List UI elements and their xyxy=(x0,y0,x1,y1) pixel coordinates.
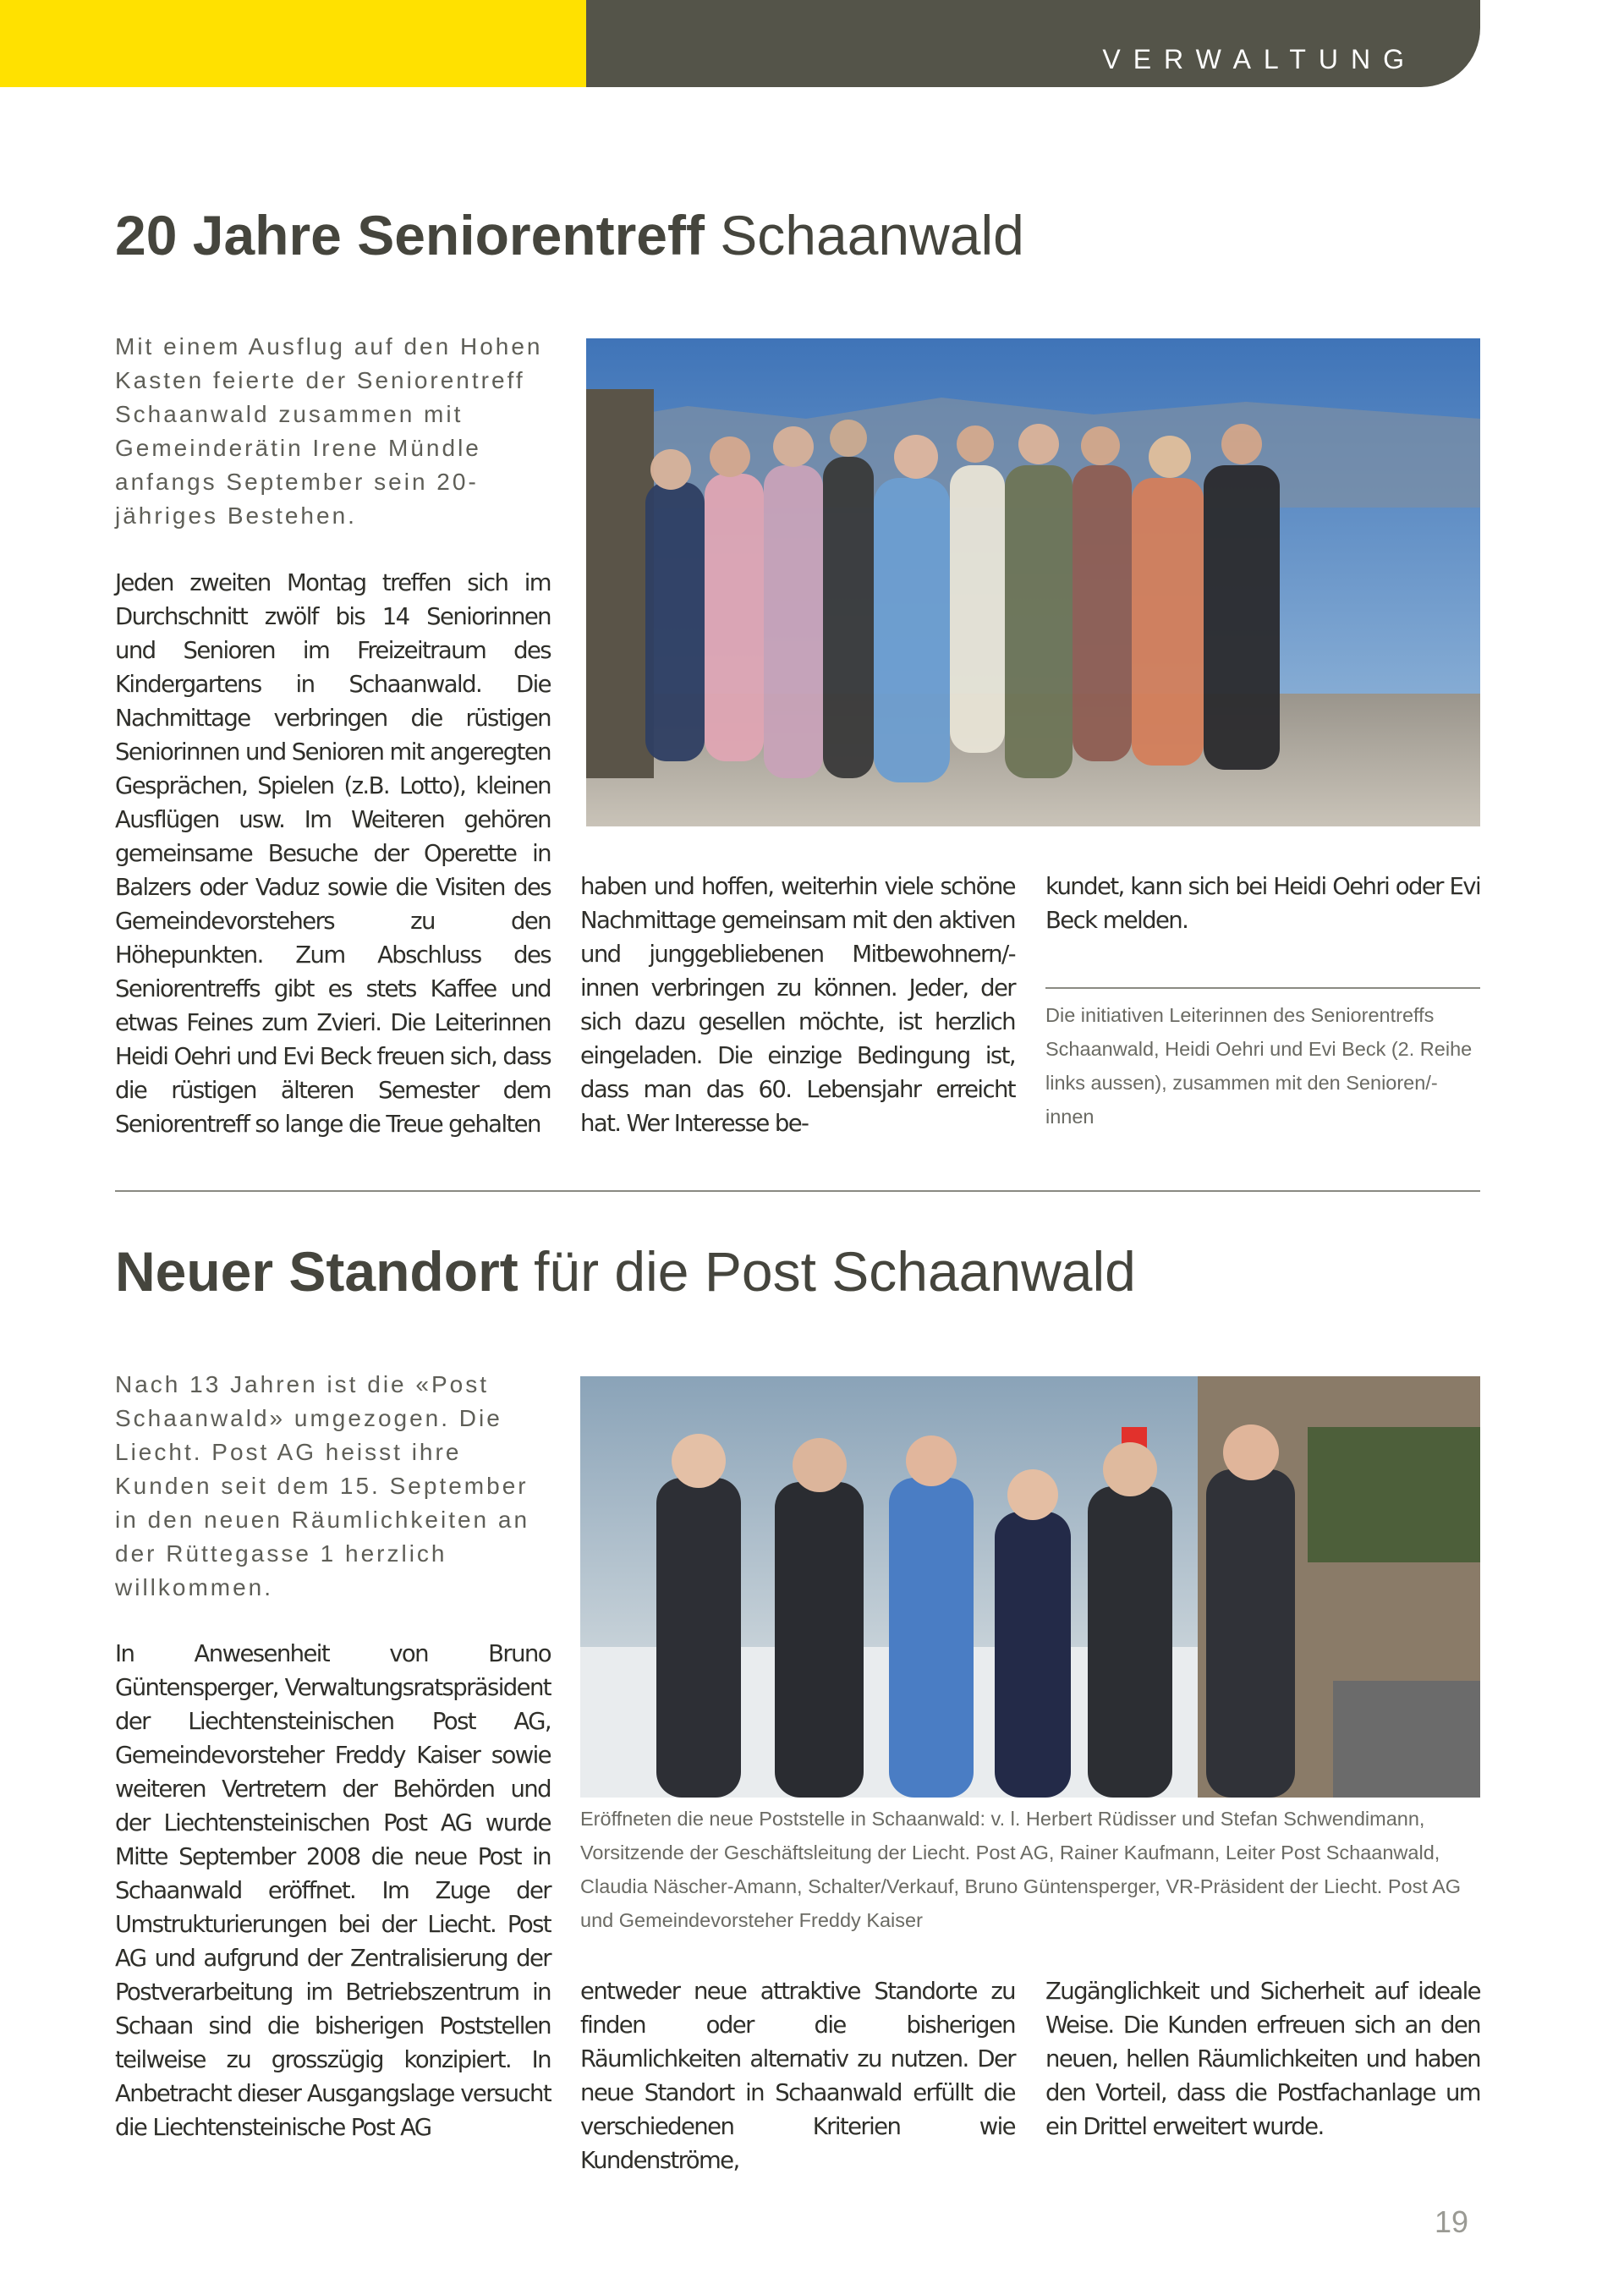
post-staff-photo xyxy=(580,1376,1480,1798)
article2-title-bold: Neuer Standort xyxy=(115,1240,518,1303)
section-tab xyxy=(586,0,1480,87)
article1-column-2: haben und hoffen, weiterhin viele schöne Nachmittage gemeinsam mit den aktiven und junggebliebenen Mitbewohnern/-innen verbringen zu können. Jeder, der sich dazu gesellen möchte, ist herzlich eingeladen. Die einzige Bedingung ist, dass man das 60. Lebensjahr erreicht hat. Wer Interesse be- xyxy=(580,873,1015,1137)
article2-column-3: Zugänglichkeit und Sicherheit auf ideale Weise. Die Kunden erfreuen sich an den neuen, hellen Räumlichkeiten und haben den Vorteil, dass die Postfachanlage um ein Drittel erweitert wurde. xyxy=(1045,1978,1480,2140)
article1-column-3: kundet, kann sich bei Heidi Oehri oder Evi Beck melden. xyxy=(1045,873,1480,934)
article2-lead: Nach 13 Jahren ist die «Post Schaanwald» umgezogen. Die Liecht. Post AG heisst ihre Kunden seit dem 15. September in den neuen Räumlichkeiten an der Rüttegasse 1 herzlich willkommen. xyxy=(115,1371,530,1600)
article1-column-1: Jeden zweiten Montag treffen sich im Durchschnitt zwölf bis 14 Seniorinnen und Senioren im Freizeitraum des Kindergartens in Schaanwald. Die Nachmittage verbringen die rüstigen Seniorinnen und Senioren mit angeregten Gesprächen, Spielen (z.B. Lotto), kleinen Ausflügen usw. Im Weiteren gehören gemeinsame Besuche der Operette in Balzers oder Vaduz sowie die Visiten des Gemeindevorstehers zu den Höhepunkten. Zum Abschluss des Seniorentreffs gibt es stets Kaffee und etwas Feines zum Zvieri. Die Leiterinnen Heidi Oehri und Evi Beck freuen sich, dass die rüstigen älteren Semester dem Seniorentreff so lange die Treue gehalten xyxy=(115,569,551,1138)
seniors-group-photo xyxy=(586,338,1480,826)
article1-title-bold: 20 Jahre Seniorentreff xyxy=(115,204,705,266)
article-divider xyxy=(115,1190,1480,1192)
article1-title-regular: Schaanwald xyxy=(704,204,1024,266)
article2-title-regular: für die Post Schaanwald xyxy=(518,1240,1136,1303)
article1-photo-caption: Die initiativen Leiterinnen des Seniorentreffs Schaanwald, Heidi Oehri und Evi Beck (2. Reihe links aussen), zusammen mit den Senioren/-innen xyxy=(1045,1004,1473,1128)
article2-column-2: entweder neue attraktive Standorte zu finden oder die bisherigen Räumlichkeiten alternativ zu nutzen. Der neue Standort in Schaanwald erfüllt die verschiedenen Kriterien wie Kundenströme, xyxy=(580,1978,1015,2174)
header-yellow-bar xyxy=(0,0,586,87)
article1-lead: Mit einem Ausflug auf den Hohen Kasten feierte der Seniorentreff Schaanwald zusammen mit Gemeinderätin Irene Mündle anfangs September sein 20-jähriges Bestehen. xyxy=(115,333,543,529)
article2-column-1: In Anwesenheit von Bruno Güntensperger, Verwaltungsratspräsident der Liechtensteinischen Post AG, Gemeindevorsteher Freddy Kaiser sowie weiteren Vertretern der Behörden und der Liechtensteinischen Post AG wurde Mitte September 2008 die neue Post in Schaanwald eröffnet. Im Zuge der Umstrukturierungen bei der Liecht. Post AG und aufgrund der Zentralisierung der Postverarbeitung im Betriebszentrum in Schaan sind die bisherigen Poststellen teilweise zu grosszügig konzipiert. In Anbetracht dieser Ausgangslage versucht die Liechtensteinische Post AG xyxy=(115,1640,551,2141)
page-number: 19 xyxy=(1435,2204,1469,2239)
article2-photo-caption: Eröffneten die neue Poststelle in Schaanwald: v. l. Herbert Rüdisser und Stefan Schwendimann, Vorsitzende der Geschäftsleitung der Liecht. Post AG, Rainer Kaufmann, Leiter Post Schaanwald, Claudia Näscher-Amann, Schalter/Verkauf, Bruno Güntensperger, VR-Präsident der Liecht. Post AG und Gemeindevorsteher Freddy Kaiser xyxy=(580,1808,1462,1931)
section-label: VERWALTUNG xyxy=(1102,44,1417,74)
article1-title xyxy=(115,204,1024,266)
article2-title xyxy=(115,1240,1136,1303)
caption-rule xyxy=(1045,987,1480,989)
